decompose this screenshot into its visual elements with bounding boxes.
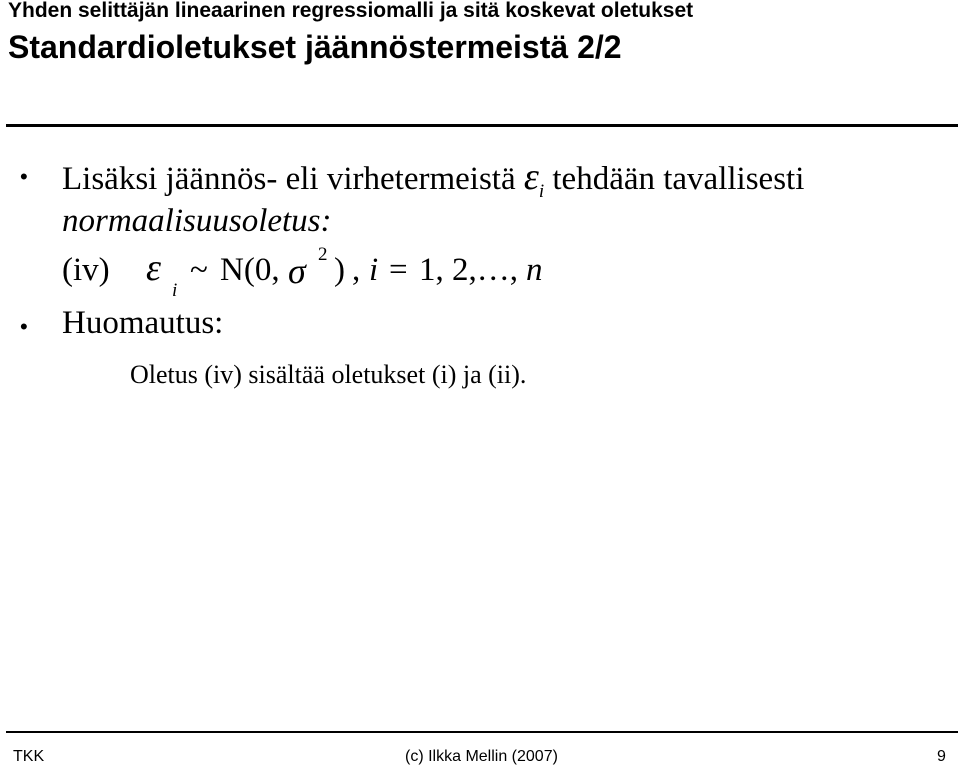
formula-normal: N(0, <box>220 252 280 288</box>
epsilon-subscript: i <box>538 181 545 202</box>
formula-n: n <box>526 252 543 288</box>
footer-copyright: (c) Ilkka Mellin (2007) <box>405 748 558 765</box>
formula-close-paren: ) <box>334 252 345 288</box>
header-title: Yhden selittäjän lineaarinen regressiomalli ja sitä koskevat oletukset <box>8 0 694 22</box>
bullet-icon: • <box>20 164 28 189</box>
footer-divider <box>6 731 958 733</box>
formula-iv <box>62 244 582 301</box>
header-divider <box>6 124 958 127</box>
formula-equals: = <box>389 252 408 288</box>
epsilon-symbol: ε <box>523 156 539 198</box>
bullet-2-text: Huomautus: <box>62 305 224 341</box>
bullet-1-line-1 <box>62 155 805 202</box>
footer-left: TKK <box>13 748 45 765</box>
formula-epsilon: ε <box>146 247 161 289</box>
formula-tilde: ~ <box>190 252 208 288</box>
formula-superscript: 2 <box>318 244 328 265</box>
bullet-1-text-post: tehdään tavallisesti <box>544 161 805 197</box>
formula-index: i <box>369 252 379 288</box>
bullet-1-line-2: normaalisuusoletus: <box>62 203 332 239</box>
formula-range: 1, 2,…, <box>419 252 518 288</box>
bullet-icon: • <box>20 314 28 339</box>
bullet-1-text-pre: Lisäksi jäännös- eli virhetermeistä <box>62 161 524 197</box>
formula-label: (iv) <box>62 252 110 288</box>
formula-epsilon-subscript: i <box>172 280 178 301</box>
formula-comma: , <box>352 252 361 288</box>
note-text: Oletus (iv) sisältää oletukset (i) ja (ii). <box>130 360 527 389</box>
page-number: 9 <box>937 748 946 765</box>
formula-sigma: σ <box>288 251 306 291</box>
slide-title: Standardioletukset jäännöstermeistä 2/2 <box>8 29 622 65</box>
